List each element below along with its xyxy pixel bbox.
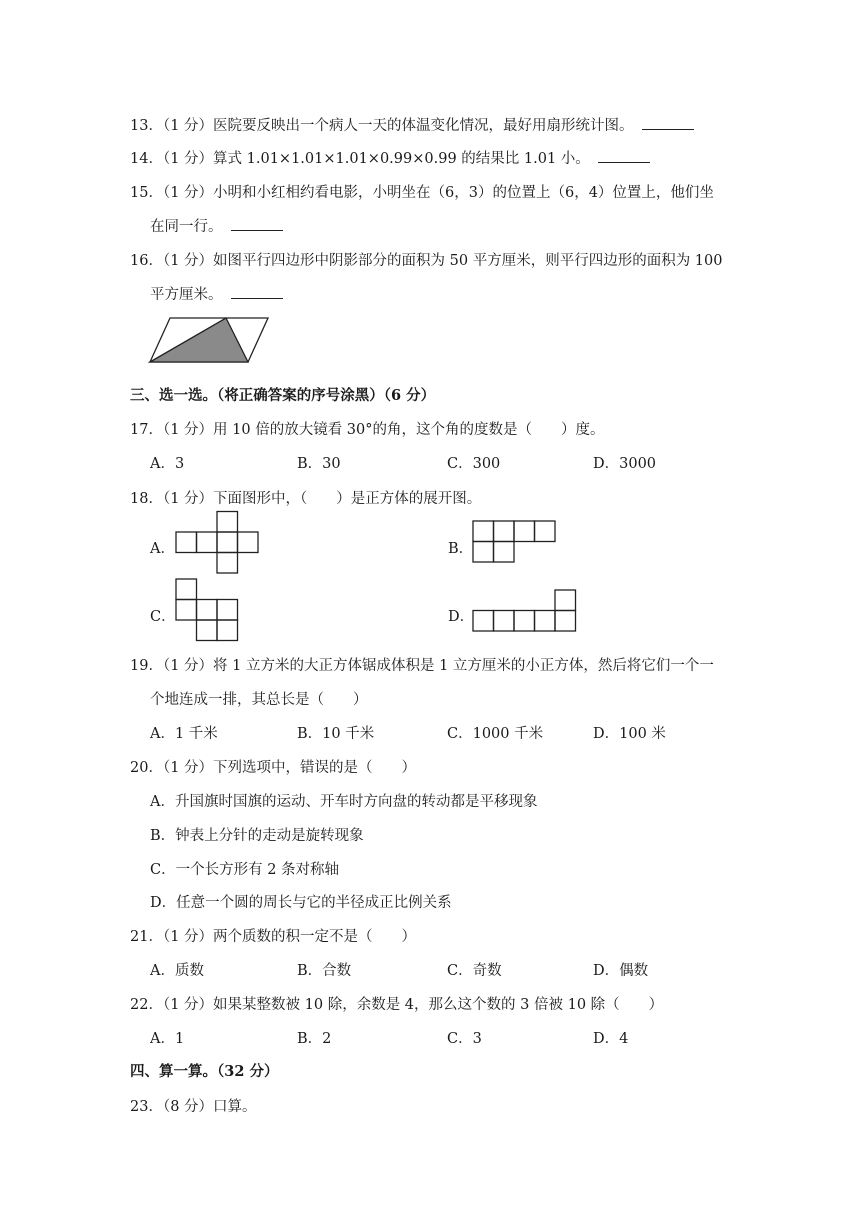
q18-option-a-label[interactable]: A． <box>150 541 175 557</box>
q18-option-d-label[interactable]: D． <box>448 609 475 625</box>
question-17: 17．（1 分）用 10 倍的放大镜看 30°的角，这个角的度数是（ ）度。 <box>130 422 605 438</box>
answer-blank[interactable] <box>642 128 694 130</box>
question-14: 14．（1 分）算式 1.01×1.01×1.01×0.99×0.99 的结果比 1.01 小。 <box>130 147 650 168</box>
q22-option-a[interactable]: A．1 <box>150 1031 185 1047</box>
q18-option-b-label[interactable]: B． <box>448 541 474 557</box>
question-15-cont: 在同一行。 <box>150 215 283 236</box>
question-20: 20．（1 分）下列选项中，错误的是（ ） <box>130 760 417 776</box>
q21-option-a[interactable]: A．质数 <box>150 963 204 979</box>
question-19-cont: 个地连成一排，其总长是（ ） <box>150 692 368 708</box>
q19-option-c[interactable]: C．1000 千米 <box>447 726 544 742</box>
q19-option-b[interactable]: B．10 千米 <box>297 726 375 742</box>
section-3-title: 三、选一选。（将正确答案的序号涂黑）（6 分） <box>130 387 436 404</box>
q20-option-a[interactable]: A．升国旗时国旗的运动、开车时方向盘的转动都是平移现象 <box>150 794 538 810</box>
question-13: 13．（1 分）医院要反映出一个病人一天的体温变化情况，最好用扇形统计图。 <box>130 114 694 135</box>
q17-option-a[interactable]: A．3 <box>150 456 185 472</box>
q22-option-b[interactable]: B．2 <box>297 1031 332 1047</box>
section-4-title: 四、算一算。（32 分） <box>130 1063 279 1080</box>
q22-option-d[interactable]: D．4 <box>593 1031 629 1047</box>
q17-option-c[interactable]: C．300 <box>447 456 501 472</box>
q21-option-d[interactable]: D．偶数 <box>593 963 649 979</box>
answer-blank[interactable] <box>231 229 283 231</box>
q19-option-a[interactable]: A．1 千米 <box>150 726 218 742</box>
q19-option-d[interactable]: D．100 米 <box>593 726 666 742</box>
question-18: 18．（1 分）下面图形中，（ ）是正方体的展开图。 <box>130 491 482 507</box>
q20-option-b[interactable]: B．钟表上分针的走动是旋转现象 <box>150 828 364 844</box>
q18-option-c-label[interactable]: C． <box>150 609 176 625</box>
answer-blank[interactable] <box>231 297 283 299</box>
q20-option-d[interactable]: D．任意一个圆的周长与它的半径成正比例关系 <box>150 895 452 911</box>
question-22: 22．（1 分）如果某整数被 10 除，余数是 4，那么这个数的 3 倍被 10 除（ ） <box>130 997 664 1013</box>
answer-blank[interactable] <box>598 161 650 163</box>
question-21: 21．（1 分）两个质数的积一定不是（ ） <box>130 929 417 945</box>
question-16: 16．（1 分）如图平行四边形中阴影部分的面积为 50 平方厘米，则平行四边形的面积为 100 <box>130 253 723 269</box>
q20-option-c[interactable]: C．一个长方形有 2 条对称轴 <box>150 862 340 878</box>
q18-net-c[interactable] <box>175 578 241 644</box>
q18-net-a[interactable] <box>175 511 261 575</box>
question-23: 23．（8 分）口算。 <box>130 1099 257 1115</box>
parallelogram-figure <box>148 316 270 364</box>
q18-net-d[interactable] <box>472 589 580 635</box>
q17-option-d[interactable]: D．3000 <box>593 456 657 472</box>
question-16-cont: 平方厘米。 <box>150 283 283 304</box>
q17-option-b[interactable]: B．30 <box>297 456 341 472</box>
q21-option-b[interactable]: B．合数 <box>297 963 352 979</box>
q22-option-c[interactable]: C．3 <box>447 1031 482 1047</box>
q18-net-b[interactable] <box>472 520 558 566</box>
question-19: 19．（1 分）将 1 立方米的大正方体锯成体积是 1 立方厘米的小正方体，然后将它们一个一 <box>130 658 714 674</box>
question-15: 15．（1 分）小明和小红相约看电影，小明坐在（6，3）的位置上（6，4）位置上，他们坐 <box>130 185 714 201</box>
q21-option-c[interactable]: C．奇数 <box>447 963 502 979</box>
